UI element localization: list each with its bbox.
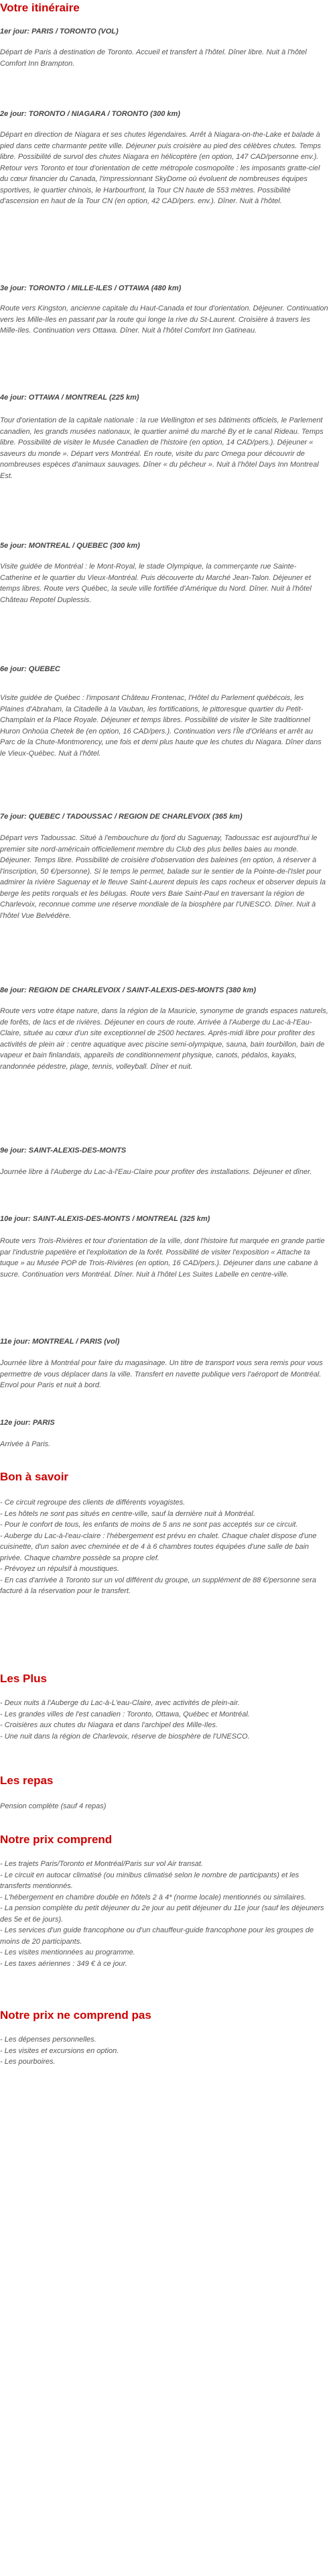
prix-ne-comprend-list [0,2034,332,2068]
day-3-text: Route vers Kingston, ancienne capitale du Haut-Canada et tour d'orientation. Déjeuner. Continuation vers les Mille-Iles en passant par la route qui longe la rive du St-Laurent. Croisière à travers les Mille-Iles. Continuation vers Ottawa. Dîner. Nuit à l'hôtel Comfort Inn Gatineau. [0,304,328,335]
list-item: - Les grandes villes de l'est canadien : Toronto, Ottawa, Québec et Montréal. [0,1710,250,1718]
day-1-text: Départ de Paris à destination de Toronto. Accueil et transfert à l'hôtel. Dîner libre. Nuit à l'hôtel Comfort Inn Brampton. [0,48,307,68]
day-7-title: 7e jour: QUEBEC / TADOUSSAC / REGION DE CHARLEVOIX (365 km) [0,813,243,821]
day-10-text: Route vers Trois-Rivières et tour d'orientation de la ville, dont l'histoire fut marquée en grande partie par l'industrie papetière et l'exploitation de la forêt. Possibilité de visiter l'exposition « Attache ta tuque » au Musée POP de Trois-Rivières (en option, 16 CAD/pers.). Déjeuner dans une cabane à sucre. Continuation vers Montréal. Dîner. Nuit à l'hôtel Les Suites Labelle en centre-ville. [0,1237,325,1279]
prix-comprend-title: Notre prix comprend [0,1833,113,1846]
day-8-text: Route vers votre étape nature, dans la région de la Mauricie, synonyme de grands espaces naturels, de forêts, de lacs et de rivières. Déjeuner en cours de route. Arrivée à l'Auberge du Lac-à-l'Eau-Claire, située au cœur d'un site exceptionnel de 2500 hectares. Après-midi libre pour profiter des activités de plein air : centre aquatique avec piscine semi-olympique, sauna, bain tourbillon, bain de vapeur et bain finlandais, appareils de conditionnement physique, canots, pédalos, kayaks, randonnée pédestre, plage, tennis, volleyball. Dîner et nuit. [0,1007,328,1071]
list-item: - Les dépenses personnelles. [0,2036,96,2044]
list-item: - Le circuit en autocar climatisé (ou minibus climatisé selon le nombre de participants) et les transferts mentionnés. [0,1871,299,1890]
list-item: - Pour le confort de tous, les enfants de moins de 5 ans ne sont pas acceptés sur ce circuit. [0,1521,298,1529]
list-item: - Les hôtels ne sont pas situés en centre-ville, sauf la dernière nuit à Montréal. [0,1509,255,1518]
day-11-title: 11e jour: MONTREAL / PARIS (vol) [0,1338,120,1346]
list-item: - En cas d'arrivée à Toronto sur un vol différent du groupe, un supplément de 88 €/personne sera facturé à la réservation pour le transfert. [0,1576,316,1595]
day-10-title: 10e jour: SAINT-ALEXIS-DES-MONTS / MONTREAL (325 km) [0,1215,210,1223]
day-6-title: 6e jour: QUEBEC [0,665,60,673]
les-plus-list [0,1698,332,1742]
day-8-title: 8e jour: REGION DE CHARLEVOIX / SAINT-ALEXIS-DES-MONTS (380 km) [0,986,256,994]
list-item: - Auberge du Lac-à-l'eau-claire : l'hébergement est prévu en chalet. Chaque chalet dispose d'une cuisinette, d'un salon avec cheminée et de 4 à 6 chambres toutes équipées d'une salle de bain privée. Chaque chambre possède sa propre clef. [0,1531,317,1562]
les-plus-title: Les Plus [0,1672,47,1685]
list-item: - Les visites et excursions en option. [0,2046,119,2055]
bon-a-savoir-list [0,1497,332,1597]
les-repas-title: Les repas [0,1774,54,1787]
day-11-text: Journée libre à Montréal pour faire du magasinage. Un titre de transport vous sera remis pour vous permettre de vous déplacer dans la ville. Transfert en navette publique vers l'aéroport de Montréal. Envol pour Paris et nuit à bord. [0,1359,323,1389]
day-4-title: 4e jour: OTTAWA / MONTREAL (225 km) [0,394,139,402]
list-item: - L'hébergement en chambre double en hôtels 2 à 4* (norme locale) mentionnés ou similaires. [0,1893,307,1901]
day-1-title: 1er jour: PARIS / TORONTO (VOL) [0,27,119,36]
list-item: - Les services d'un guide francophone ou d'un chauffeur-guide francophone pour les groupes de moins de 20 participants. [0,1926,314,1946]
day-3-title: 3e jour: TORONTO / MILLE-ILES / OTTAWA (480 km) [0,284,182,292]
list-item: - Prévoyez un répulsif à moustiques. [0,1565,119,1573]
day-2-text: Départ en direction de Niagara et ses chutes légendaires. Arrêt à Niagara-on-the-Lake et balade à pied dans cette charmante petite ville. Déjeuner puis croisière au pied des célèbres chutes. Temps libre. Possibilité de survol des chutes Niagara en hélicoptère (en option, 147 CAD/personne env.). Retour vers Toronto et tour d'orientation de cette métropole cosmopolite : les imposants gratte-ciel du cœur financier du Canada, l'impressionnant SkyDome où évoluent de nombreuses équipes sportives, le quartier chinois, le Harbourfront, la Tour CN haute de 553 mètres. Possibilité d'ascension en haut de la Tour CN (en option, 42 CAD/pers. env.). Dîner. Nuit à l'hôtel. [0,131,321,205]
list-item: - Deux nuits à l'Auberge du Lac-à-L'eau-Claire, avec activités de plein-air. [0,1699,240,1707]
day-2-title: 2e jour: TORONTO / NIAGARA / TORONTO (300 km) [0,110,180,118]
list-item: - Les trajets Paris/Toronto et Montréal/Paris sur vol Air transat. [0,1860,204,1868]
les-repas-text: Pension complète (sauf 4 repas) [0,1802,107,1810]
day-6-text: Visite guidée de Québec : l'imposant Château Frontenac, l'Hôtel du Parlement québécois, les Plaines d'Abraham, la Citadelle à la Vauban, les fortifications, le pittoresque quartier du Petit-Champlain et la Place Royale. Déjeuner et temps libres. Possibilité de visiter le Site traditionnel Huron Onhoüa Chetek 8e (en option, 16 CAD/pers.). Continuation vers l'Île d'Orléans et arrêt au Parc de la Chute-Montmorency, une fois et demi plus haute que les chutes du Niagara. Dîner dans le Vieux-Québec. Nuit à l'hôtel. [0,694,322,758]
list-item: - Les pourboires. [0,2058,56,2066]
day-12-text: Arrivée à Paris. [0,1440,51,1448]
list-item: - La pension complète du petit déjeuner du 2e jour au petit déjeuner du 11e jour (sauf les déjeuners des 5e et 6e jours). [0,1904,324,1924]
prix-comprend-list [0,1859,332,1969]
day-5-text: Visite guidée de Montréal : le Mont-Royal, le stade Olympique, la commerçante rue Sainte-Catherine et le quartier du Vieux-Montréal. Puis découverte du Marché Jean-Talon. Déjeuner et temps libres. Route vers Québec, la seule ville fortifiée d'Amérique du Nord. Dîner. Nuit à l'hôtel Château Repotel Duplessis. [0,563,312,604]
list-item: - Croisières aux chutes du Niagara et dans l'archipel des Mille-Iles. [0,1721,218,1729]
day-12-title: 12e jour: PARIS [0,1419,55,1427]
prix-ne-comprend-title: Notre prix ne comprend pas [0,2009,151,2022]
day-4-text: Tour d'orientation de la capitale nationale : la rue Wellington et ses bâtiments officiels, le Parlement canadien, les grands musées nationaux, le quartier animé du marché By et le canal Rideau. Temps libre. Possibilité de visiter le Musée Canadien de l'histoire (en option, 14 CAD/pers.). Déjeuner « saveurs du monde ». Départ vers Montréal. En route, visite du parc Omega pour découvrir de nombreuses espèces d'animaux sauvages. Dîner « du pêcheur ». Nuit à l'hôtel Days Inn Montreal Est. [0,416,324,480]
list-item: - Ce circuit regroupe des clients de différents voyagistes. [0,1499,186,1507]
list-item: - Les visites mentionnées au programme. [0,1948,135,1956]
day-9-text: Journée libre à l'Auberge du Lac-à-l'Eau-Claire pour profiter des installations. Déjeuner et dîner. [0,1168,312,1176]
list-item: - Les taxes aériennes : 349 € à ce jour. [0,1959,127,1968]
day-9-title: 9e jour: SAINT-ALEXIS-DES-MONTS [0,1147,127,1155]
bon-a-savoir-title: Bon à savoir [0,1470,69,1483]
day-5-title: 5e jour: MONTREAL / QUEBEC (300 km) [0,542,140,550]
day-7-text: Départ vers Tadoussac. Situé à l'embouchure du fjord du Saguenay, Tadoussac est aujourd'hui le premier site nord-américain officiellement membre du Club des plus belles baies au monde. Déjeuner. Temps libre. Possibilité de croisière d'observation des baleines (en option, à réserver à l'inscription, 50 €/personne). Si le temps le permet, balade sur le sentier de la Pointe-de-l'Islet pour admirer la rivière Saguenay et le fleuve Saint-Laurent depuis les caps rocheux et observer depuis la berge les petits rorquals et les bélugas. Route vers Baie Saint-Paul en traversant la région de Charlevoix, reconnue comme une réserve mondiale de la biosphère par l'UNESCO. Dîner. Nuit à l'hôtel Vue Belvédère. [0,834,326,920]
list-item: - Une nuit dans la région de Charlevoix, réserve de biosphère de l'UNESCO. [0,1732,250,1741]
itinerary-title: Votre itinéraire [0,1,80,14]
